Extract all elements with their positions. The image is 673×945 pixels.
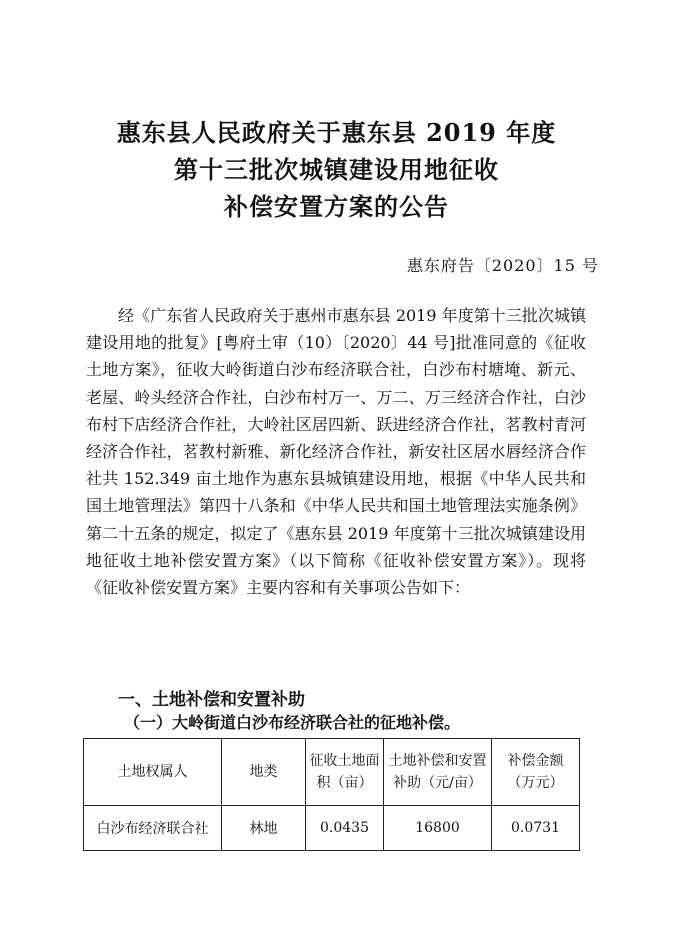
header-amount: 补偿金额（万元） [492,739,580,806]
document-number: 惠东府告〔2020〕15 号 [406,256,599,275]
cell-owner: 白沙布经济联合社 [84,806,222,851]
body-paragraph-block [86,302,586,601]
table-header-row [84,739,580,806]
title-line-2: 第十三批次城镇建设用地征收 [174,155,499,184]
header-land-type: 地类 [222,739,306,806]
cell-compensation-rate: 16800 [384,806,492,851]
cell-amount: 0.0731 [492,806,580,851]
section-heading: 一、土地补偿和安置补助 [118,690,305,710]
title-line-3: 补偿安置方案的公告 [224,192,449,221]
header-owner: 土地权属人 [84,739,222,806]
title-line-1: 惠东县人民政府关于惠东县 2019 年度 [116,118,557,147]
table-row [84,806,580,851]
cell-land-type: 林地 [222,806,306,851]
header-compensation-rate: 土地补偿和安置补助（元/亩） [384,739,492,806]
compensation-table [83,738,580,851]
cell-area: 0.0435 [306,806,384,851]
header-area: 征收土地面积（亩） [306,739,384,806]
body-paragraph: 经《广东省人民政府关于惠州市惠东县 2019 年度第十三批次城镇建设用地的批复》[粤府土审（10）〔2020〕44 号]批准同意的《征收土地方案》，征收大岭街道白沙布经济联合社，白沙布村塘埯、新元、老屋、岭头经济合作社，白沙布村万一、万二、万三经济合作社，白沙布村下店经济合作社，大岭社区居四新、跃进经济合作社，茗教村青河经济合作社，茗教村新雅、新化经济合作社，新安社区居水唇经济合作社共 152.349 亩土地作为惠东县城镇建设用地，根据《中华人民共和国土地管理法》第四十八条和《中华人民共和国土地管理法实施条例》第二十五条的规定，拟定了《惠东县 2019 年度第十三批次城镇建设用地征收土地补偿安置方案》（以下简称《征收补偿安置方案》）。现将《征收补偿安置方案》主要内容和有关事项公告如下： [86,306,586,598]
subsection-heading: （一）大岭街道白沙布经济联合社的征地补偿。 [124,713,461,732]
